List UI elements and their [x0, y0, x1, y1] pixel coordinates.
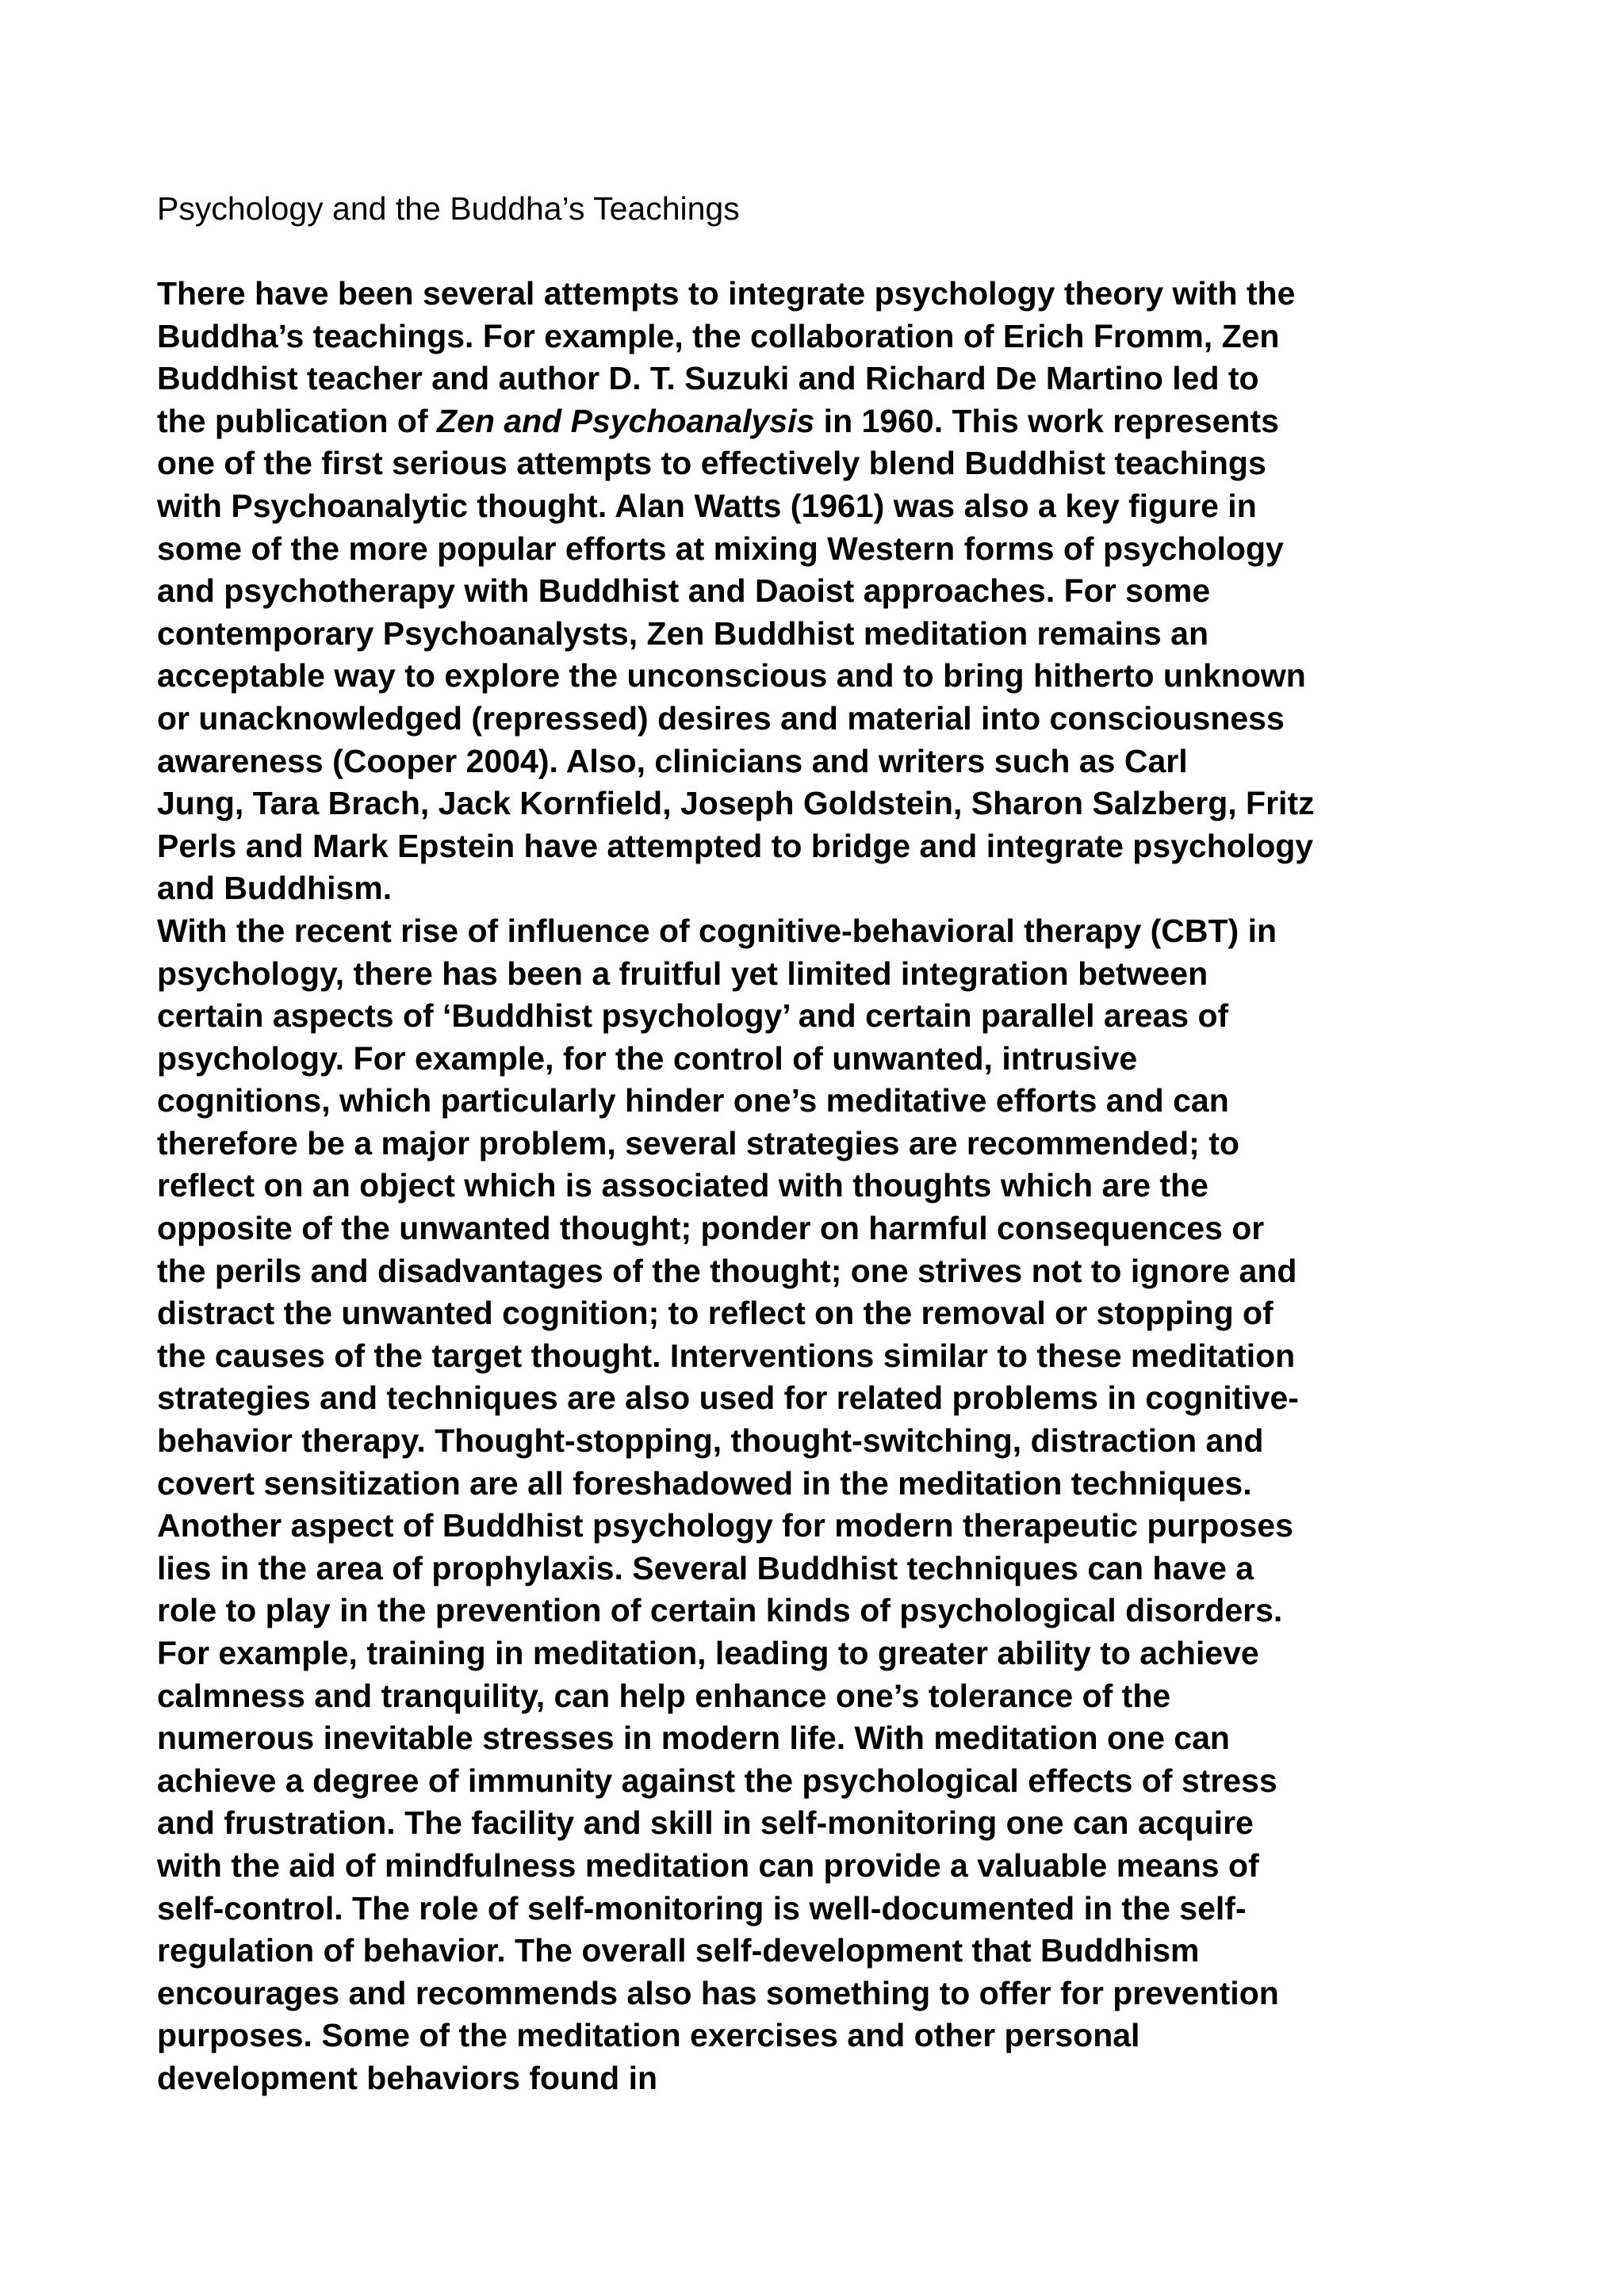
- text-line: some of the more popular efforts at mixing Western forms of psychology: [157, 530, 1284, 567]
- text-line: psychology. For example, for the control of unwanted, intrusive: [157, 1039, 1138, 1077]
- text-line: [157, 400, 1489, 443]
- text-line: Perls and Mark Epstein have attempted to bridge and integrate psychology: [157, 827, 1314, 864]
- text-line: numerous inevitable stresses in modern life. With meditation one can: [157, 1720, 1230, 1757]
- document-title: Psychology and the Buddha’s Teachings: [157, 190, 740, 227]
- text-line: role to play in the prevention of certain kinds of psychological disorders.: [157, 1592, 1283, 1629]
- text-line: or unacknowledged (repressed) desires and material into consciousness: [157, 699, 1285, 737]
- text-line: Jung, Tara Brach, Jack Kornfield, Joseph Goldstein, Sharon Salzberg, Fritz: [157, 785, 1315, 822]
- text-line: There have been several attempts to integrate psychology theory with the: [157, 275, 1296, 312]
- text-line: distract the unwanted cognition; to reflect on the removal or stopping of: [157, 1295, 1274, 1332]
- text-line: psychology, there has been a fruitful yet limited integration between: [157, 955, 1208, 992]
- text-line: Another aspect of Buddhist psychology for modern therapeutic purposes: [157, 1507, 1293, 1544]
- text-line: Buddha’s teachings. For example, the collaboration of Erich Fromm, Zen: [157, 317, 1280, 354]
- text-line: regulation of behavior. The overall self-development that Buddhism: [157, 1932, 1200, 1969]
- text-line: behavior therapy. Thought-stopping, thought-switching, distraction and: [157, 1422, 1264, 1460]
- text-line: the causes of the target thought. Interventions similar to these meditation: [157, 1337, 1296, 1374]
- text-line: reflect on an object which is associated with thoughts which are the: [157, 1167, 1208, 1204]
- text-line: encourages and recommends also has something to offer for prevention: [157, 1974, 1279, 2011]
- text-line: and frustration. The facility and skill in self-monitoring one can acquire: [157, 1804, 1254, 1842]
- text-line: self-control. The role of self-monitoring is well-documented in the self-: [157, 1889, 1247, 1927]
- text-line: Buddhist teacher and author D. T. Suzuki and Richard De Martino led to: [157, 360, 1259, 397]
- text-line: certain aspects of ‘Buddhist psychology’ and certain parallel areas of: [157, 997, 1229, 1035]
- text-line: lies in the area of prophylaxis. Several Buddhist techniques can have a: [157, 1549, 1254, 1586]
- text-line: awareness (Cooper 2004). Also, clinicians and writers such as Carl: [157, 742, 1188, 779]
- text-line: with the aid of mindfulness meditation can provide a valuable means of: [157, 1846, 1259, 1884]
- text-line: and psychotherapy with Buddhist and Daoist approaches. For some: [157, 572, 1211, 610]
- book-title-italic: Zen and Psychoanalysis: [437, 402, 815, 439]
- text-line: acceptable way to explore the unconscious and to bring hitherto unknown: [157, 657, 1306, 695]
- text-line: development behaviors found in: [157, 2059, 658, 2096]
- text-line: and Buddhism.: [157, 870, 393, 907]
- text-line: the perils and disadvantages of the thought; one strives not to ignore and: [157, 1252, 1297, 1289]
- text-segment: the publication of: [157, 402, 438, 439]
- text-line: contemporary Psychoanalysts, Zen Buddhist meditation remains an: [157, 614, 1208, 652]
- text-line: calmness and tranquility, can help enhance one’s tolerance of the: [157, 1677, 1171, 1714]
- text-line: one of the first serious attempts to effectively blend Buddhist teachings: [157, 445, 1266, 482]
- document-body: [157, 273, 1489, 2100]
- text-line: achieve a degree of immunity against the psychological effects of stress: [157, 1762, 1277, 1799]
- text-line: covert sensitization are all foreshadowed in the meditation techniques.: [157, 1464, 1252, 1502]
- document-page: [157, 187, 1489, 2100]
- text-segment: in 1960. This work represents: [814, 402, 1279, 439]
- text-line: purposes. Some of the meditation exercises and other personal: [157, 2017, 1140, 2054]
- text-line: therefore be a major problem, several strategies are recommended; to: [157, 1124, 1239, 1161]
- text-line: with Psychoanalytic thought. Alan Watts (1961) was also a key figure in: [157, 487, 1257, 524]
- text-line: opposite of the unwanted thought; ponder on harmful consequences or: [157, 1210, 1265, 1247]
- text-line: With the recent rise of influence of cognitive-behavioral therapy (CBT) in: [157, 912, 1277, 949]
- text-line: For example, training in meditation, leading to greater ability to achieve: [157, 1635, 1259, 1671]
- text-line: cognitions, which particularly hinder one’s meditative efforts and can: [157, 1082, 1229, 1119]
- text-line: strategies and techniques are also used for related problems in cognitive-: [157, 1380, 1299, 1417]
